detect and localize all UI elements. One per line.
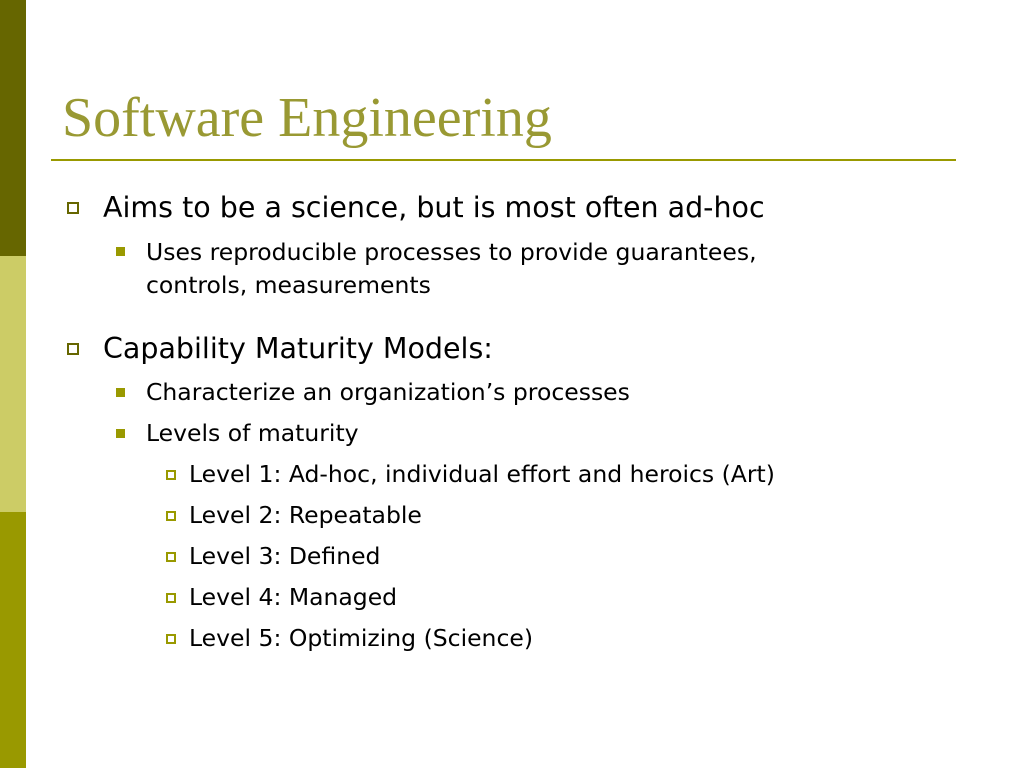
bullet-characterize-processes: Characterize an organization’s processes xyxy=(146,378,630,406)
filled-square-bullet-icon xyxy=(116,429,125,438)
maturity-level-4: Level 4: Managed xyxy=(189,583,398,611)
maturity-level-5: Level 5: Optimizing (Science) xyxy=(189,624,533,652)
maturity-level-1: Level 1: Ad-hoc, individual effort and heroics (Art) xyxy=(189,460,775,488)
filled-square-bullet-icon xyxy=(116,247,125,256)
maturity-level-3: Level 3: Defined xyxy=(189,542,381,570)
bullet-reproducible-processes-line-2: controls, measurements xyxy=(146,271,431,299)
small-hollow-square-bullet-icon xyxy=(166,511,176,521)
hollow-square-bullet-icon xyxy=(67,202,79,214)
bullet-capability-maturity-models: Capability Maturity Models: xyxy=(103,332,493,365)
small-hollow-square-bullet-icon xyxy=(166,634,176,644)
bullet-levels-of-maturity: Levels of maturity xyxy=(146,419,359,447)
filled-square-bullet-icon xyxy=(116,388,125,397)
small-hollow-square-bullet-icon xyxy=(166,470,176,480)
small-hollow-square-bullet-icon xyxy=(166,552,176,562)
small-hollow-square-bullet-icon xyxy=(166,593,176,603)
bullet-reproducible-processes-line-1: Uses reproducible processes to provide guarantees, xyxy=(146,238,757,266)
bullet-aims-science: Aims to be a science, but is most often ad-hoc xyxy=(103,191,765,224)
slide-title: Software Engineering xyxy=(62,87,552,149)
maturity-level-2: Level 2: Repeatable xyxy=(189,501,422,529)
hollow-square-bullet-icon xyxy=(67,343,79,355)
